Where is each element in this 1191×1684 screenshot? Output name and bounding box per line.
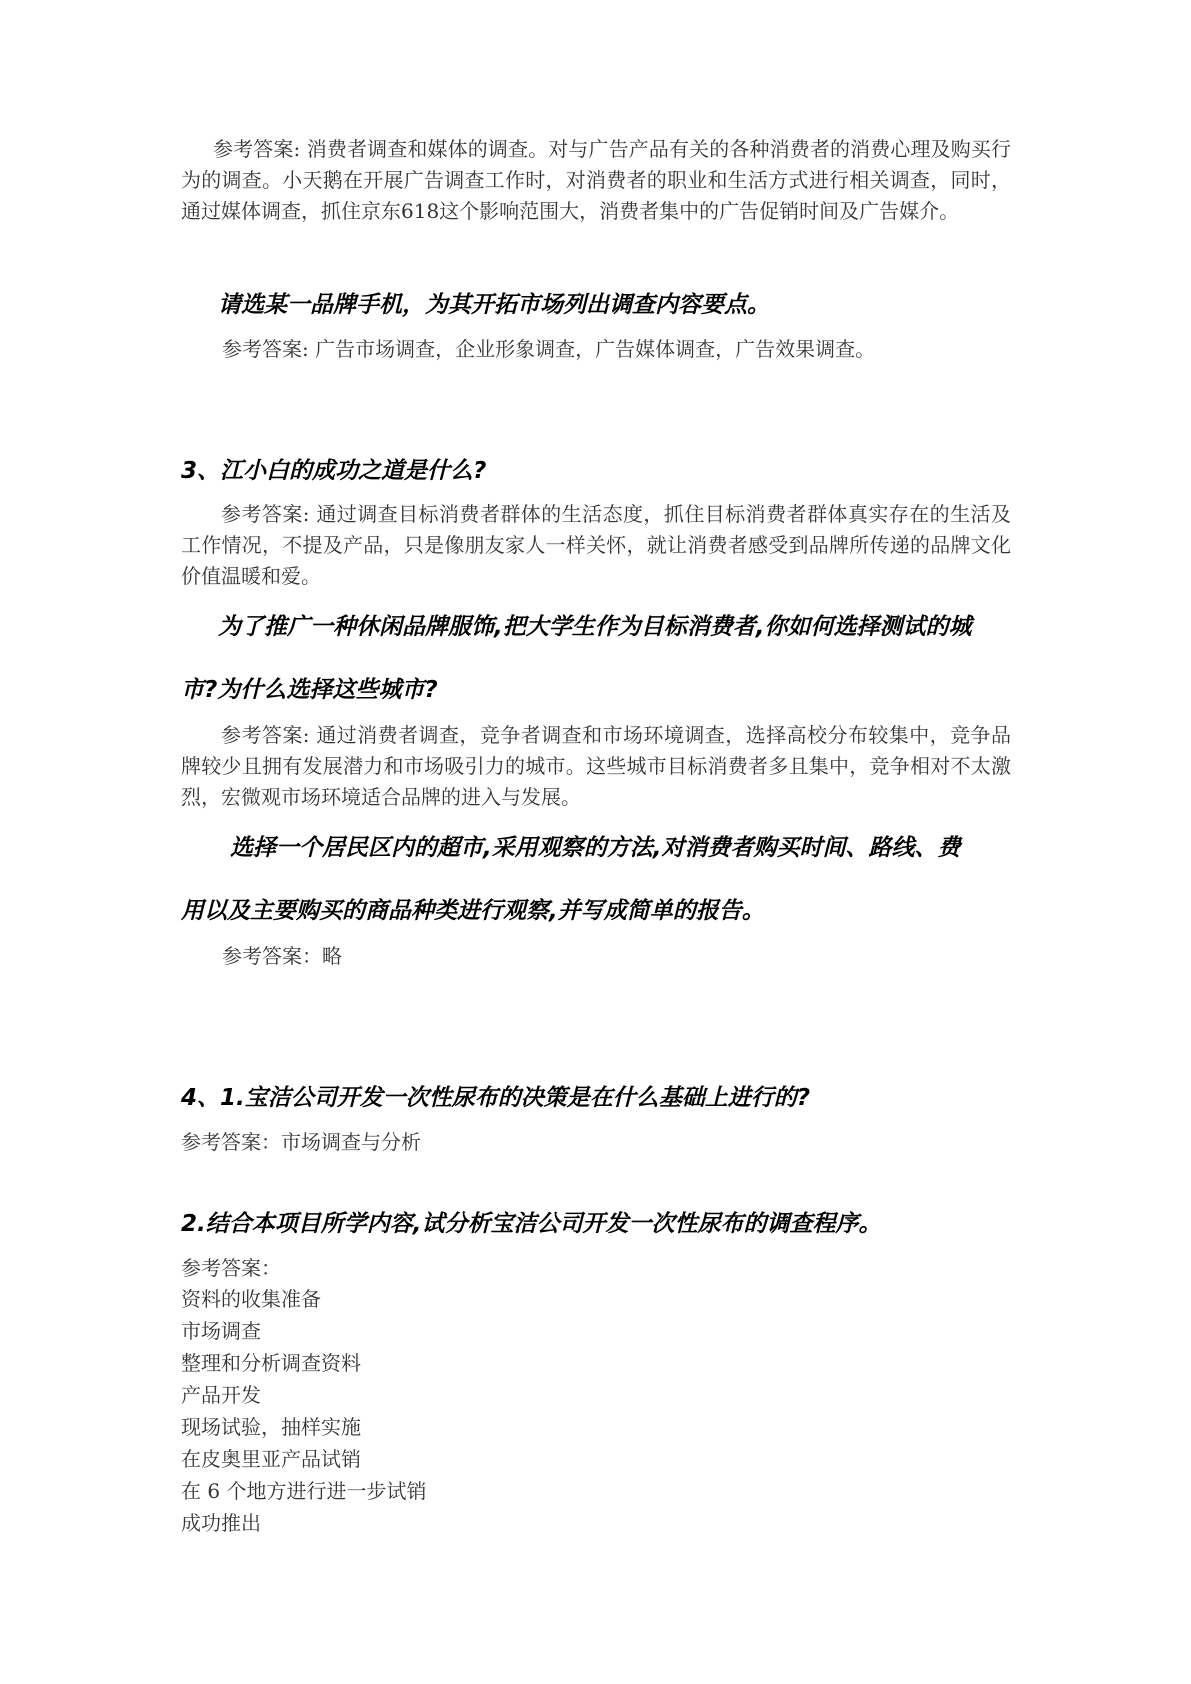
question-heading: 市?为什么选择这些城市? xyxy=(181,677,438,703)
list-item: 整理和分析调查资料 xyxy=(181,1351,361,1375)
answer-paragraph: 参考答案: 通过调查目标消费者群体的生活态度，抓住目标消费者群体真实存在的生活及工作情况，不提及产品，只是像朋友家人一样关怀，就让消费者感受到品牌所传递的品牌文化价值温暖和爱。 xyxy=(181,502,1011,588)
list-item: 资料的收集准备 xyxy=(181,1287,321,1311)
list-item: 市场调查 xyxy=(181,1319,261,1343)
answer-paragraph: 参考答案: 消费者调查和媒体的调查。对与广告产品有关的各种消费者的消费心理及购买行为的调查。小天鹅在开展广告调查工作时，对消费者的职业和生活方式进行相关调查，同时，通过媒体调查，抓住京东618这个影响范围大，消费者集中的广告促销时间及广告媒介。 xyxy=(181,137,1011,223)
list-item: 产品开发 xyxy=(181,1383,261,1407)
list-item: 在皮奥里亚产品试销 xyxy=(181,1447,361,1471)
question-heading: 4、1.宝洁公司开发一次性尿布的决策是在什么基础上进行的? xyxy=(181,1085,811,1111)
question-heading: 3、江小白的成功之道是什么? xyxy=(181,458,487,484)
answer-heading: 参考答案： xyxy=(181,1256,281,1280)
question-heading: 为了推广一种休闲品牌服饰,把大学生作为目标消费者,你如何选择测试的城 xyxy=(218,614,972,640)
answer-paragraph: 参考答案: 通过消费者调查，竞争者调查和市场环境调查，选择高校分布较集中，竞争品牌较少且拥有发展潜力和市场吸引力的城市。这些城市目标消费者多且集中，竞争相对不太激烈，宏微观市场环境适合品牌的进入与发展。 xyxy=(181,723,1011,809)
question-heading: 2.结合本项目所学内容,试分析宝洁公司开发一次性尿布的调查程序。 xyxy=(181,1211,882,1237)
question-heading: 选择一个居民区内的超市,采用观察的方法,对消费者购买时间、路线、费 xyxy=(230,835,961,861)
list-item: 现场试验，抽样实施 xyxy=(181,1415,361,1439)
question-heading: 请选某一品牌手机，为其开拓市场列出调查内容要点。 xyxy=(218,292,770,318)
question-heading: 用以及主要购买的商品种类进行观察,并写成简单的报告。 xyxy=(181,898,765,924)
list-item: 成功推出 xyxy=(181,1511,261,1535)
answer-line: 参考答案：略 xyxy=(222,944,342,968)
list-item: 在 6 个地方进行进一步试销 xyxy=(181,1479,427,1503)
answer-line: 参考答案: 广告市场调查，企业形象调查，广告媒体调查，广告效果调查。 xyxy=(222,337,876,361)
answer-line: 参考答案：市场调查与分析 xyxy=(181,1130,421,1154)
